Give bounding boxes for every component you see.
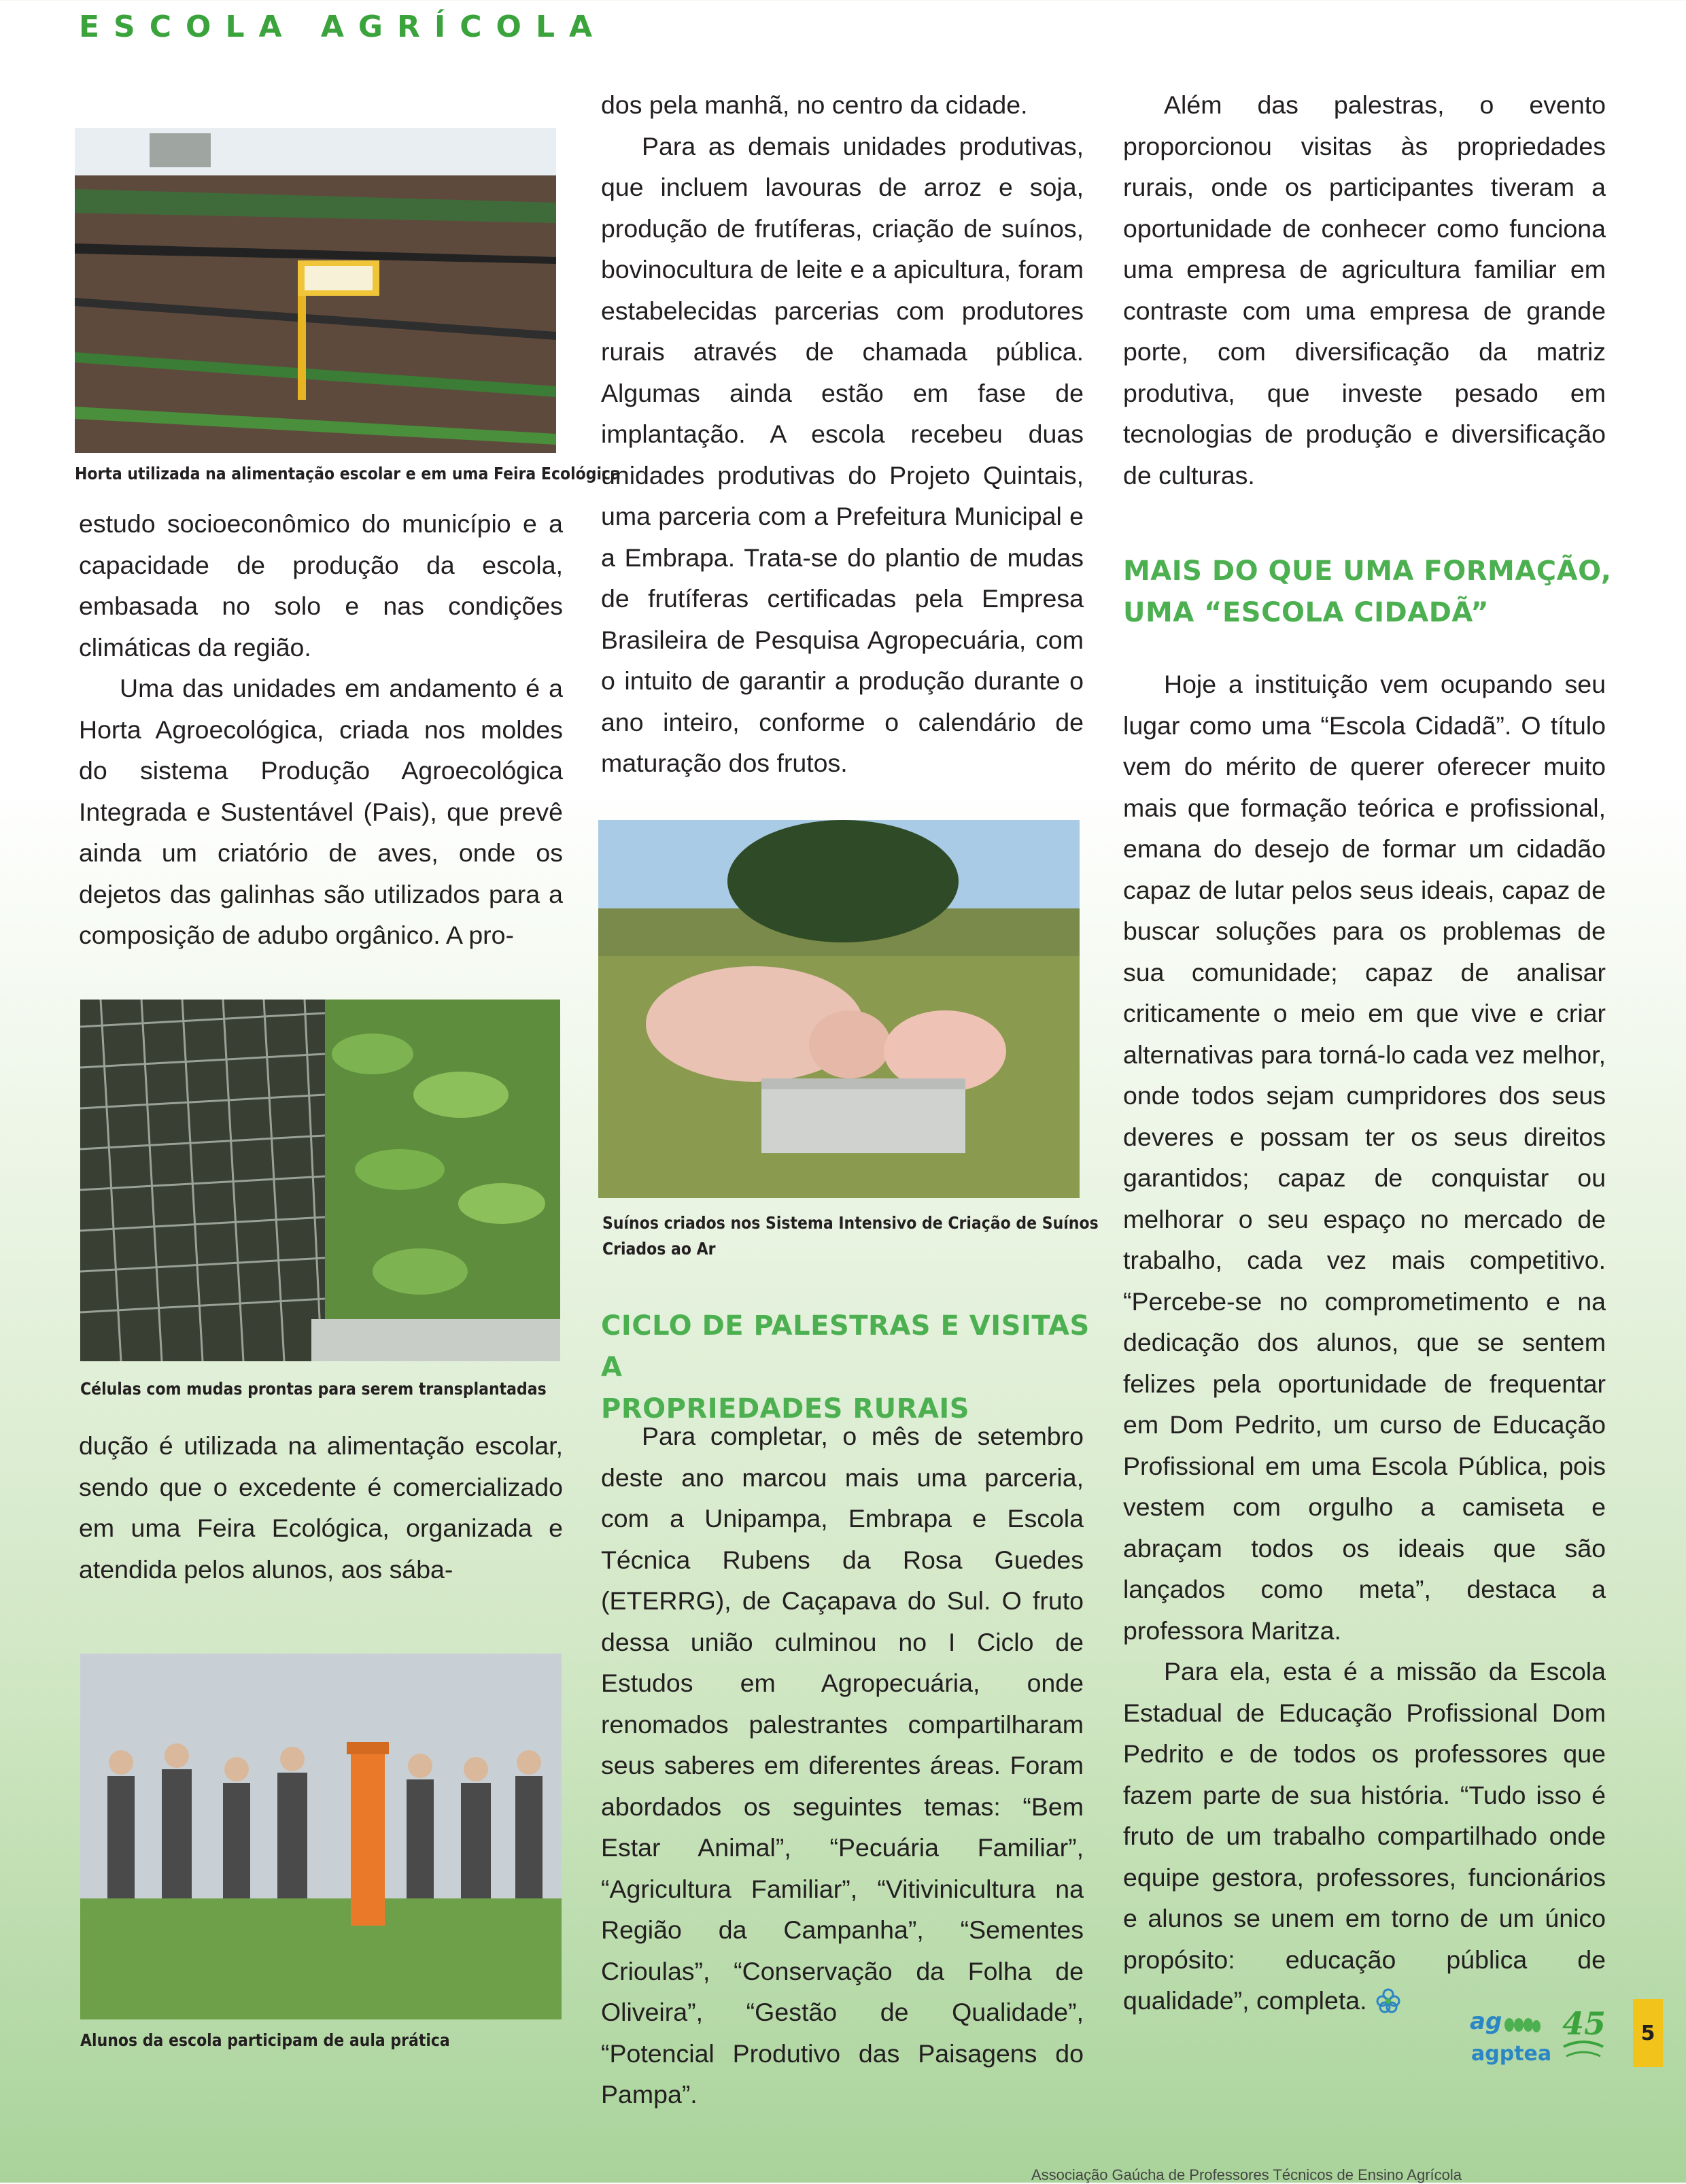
paragraph: Para as demais unidades produtivas, que incluem lavouras de arroz e soja, produção de frutíferas, criação de suínos, bovinocultura de leite e a apicultura, foram estabelecidas parcerias com produtores rurais através de chamada pública. Algumas ainda estão em fase de implantação. A escola recebeu duas unidades produtivas do Projeto Quintais, uma parceria com a Prefeitura Municipal e a Embrapa. Trata-se do plantio de mudas de frutíferas certificadas pela Empresa Brasileira de Pesquisa Agropecuária, com o intuito de garantir a produção durante o ano inteiro, conforme o calendário de maturação dos frutos.	[601, 131, 1084, 777]
heading-line: PROPRIEDADES RURAIS	[601, 1393, 970, 1424]
column-3-bottom	[1123, 664, 1606, 2021]
photo-celulas	[80, 1000, 560, 1361]
paragraph: Hoje a instituição vem ocupando seu lugar como uma “Escola Cidadã”. O título vem do mérito de querer oferecer muito mais que formação teórica e profissional, emana do desejo de formar um cidadão capaz de lutar pelos seus ideais, capaz de buscar soluções para os problemas de sua comunidade; capaz de analisar criticamente o meio em que vive e criar alternativas para torná-lo cada vez melhor, onde todos sejam cumpridores dos seus deveres e possam ter os seus direitos garantidos; capaz de conquistar ou melhorar o seu espaço no mercado de trabalho, cada vez mais competitivo. “Percebe-se no comprometimento e na dedicação dos alunos, que se sentem felizes pela oportunidade de frequentar em Dom Pedrito, um curso de Educação Profissional em uma Escola Pública, pois vestem com orgulho a camiseta e abraçam todos os ideais que são lançados como meta”, destaca a professora Maritza.	[1123, 670, 1606, 1645]
column-3-top	[1123, 84, 1606, 496]
paragraph: Além das palestras, o evento proporcionou visitas às propriedades rurais, onde os participantes tiveram a oportunidade de conhecer como funciona uma empresa de agricultura familiar em contraste com uma empresa de grande porte, com diversificação da matriz produtiva, que investe pesado em tecnologias de produção e diversificação de culturas.	[1123, 90, 1606, 490]
paragraph: dução é utilizada na alimentação escolar, sendo que o excedente é comercializado em uma Feira Ecológica, organizada e atendida pelos alunos, aos sába-	[79, 1431, 563, 1584]
paragraph	[1123, 1651, 1606, 2021]
column-1-mid	[79, 1425, 563, 1590]
paragraph: estudo socioeconômico do município e a capacidade de produção da escola, embasada no solo e nas condições climáticas da região.	[79, 509, 563, 662]
anniversary-number: 45	[1562, 2005, 1606, 2042]
paragraph-text: Para ela, esta é a missão da Escola Estadual de Educação Profissional Dom Pedrito e de todos os professores que fazem parte de sua história. “Tudo isso é fruto de um trabalho compartilhado onde equipe gestora, professores, funcionários e alunos se unem em torno de um único propósito: educação pública de qualidade”, completa.	[1123, 1657, 1606, 2015]
caption-suinos-line1: Suínos criados nos Sistema Intensivo de Criação de Suínos	[602, 1213, 1099, 1233]
heading-line: UMA “ESCOLA CIDADÃ”	[1123, 597, 1489, 628]
caption-suinos-line2: Criados ao Ar	[602, 1239, 716, 1259]
heading-line: CICLO DE PALESTRAS E VISITAS A	[601, 1310, 1090, 1383]
footer-association: Associação Gaúcha de Professores Técnicos de Ensino Agrícola	[1031, 2166, 1462, 2183]
heading-escola-cidada	[1123, 551, 1613, 634]
caption-celulas: Células com mudas prontas para serem transplantadas	[80, 1379, 547, 1399]
caption-alunos: Alunos da escola participam de aula prática	[80, 2030, 450, 2050]
flower-end-icon	[1374, 1986, 1403, 2015]
page-number: 5	[1633, 1999, 1663, 2067]
paragraph: dos pela manhã, no centro da cidade.	[601, 90, 1028, 119]
heading-ciclo	[601, 1306, 1090, 1430]
photo-horta	[75, 128, 556, 453]
paragraph: Para completar, o mês de setembro deste ano marcou mais uma parceria, com a Unipampa, Embrapa e Escola Técnica Rubens da Rosa Guedes (ETERRG), de Caçapava do Sul. O fruto dessa união culminou no I Ciclo de Estudos em Agropecuária, onde renomados palestrantes compartilharam seus saberes em diferentes áreas. Foram abordados os seguintes temas: “Bem Estar Animal”, “Pecuária Familiar”, “Agricultura Familiar”, “Vitivinicultura na Região da Campanha”, “Sementes Crioulas”, “Conservação da Folha de Oliveira”, “Gestão de Qualidade”, “Potencial Produtivo das Paisagens do Pampa”.	[601, 1422, 1084, 2109]
photo-suinos	[598, 820, 1080, 1198]
agptea-logo	[1467, 2006, 1552, 2067]
column-2-bottom	[601, 1416, 1084, 2115]
heading-line: MAIS DO QUE UMA FORMAÇÃO,	[1123, 556, 1612, 587]
agptea-logo-text: agptea	[1471, 2042, 1552, 2066]
anniversary-45-logo	[1560, 1999, 1607, 2074]
column-2-top	[601, 84, 1084, 784]
section-label: ESCOLA AGRÍCOLA	[79, 10, 607, 44]
caption-horta: Horta utilizada na alimentação escolar e em uma Feira Ecológica	[75, 464, 621, 483]
svg-text:ag: ag	[1470, 2008, 1502, 2035]
photo-alunos	[80, 1654, 562, 2019]
paragraph: Uma das unidades em andamento é a Horta Agroecológica, criada nos moldes do sistema Produção Agroecológica Integrada e Sustentável (Pais), que prevê ainda um criatório de aves, onde os dejetos das galinhas são utilizados para a composição de adubo orgânico. A pro-	[79, 674, 563, 949]
column-1-top	[79, 503, 563, 956]
